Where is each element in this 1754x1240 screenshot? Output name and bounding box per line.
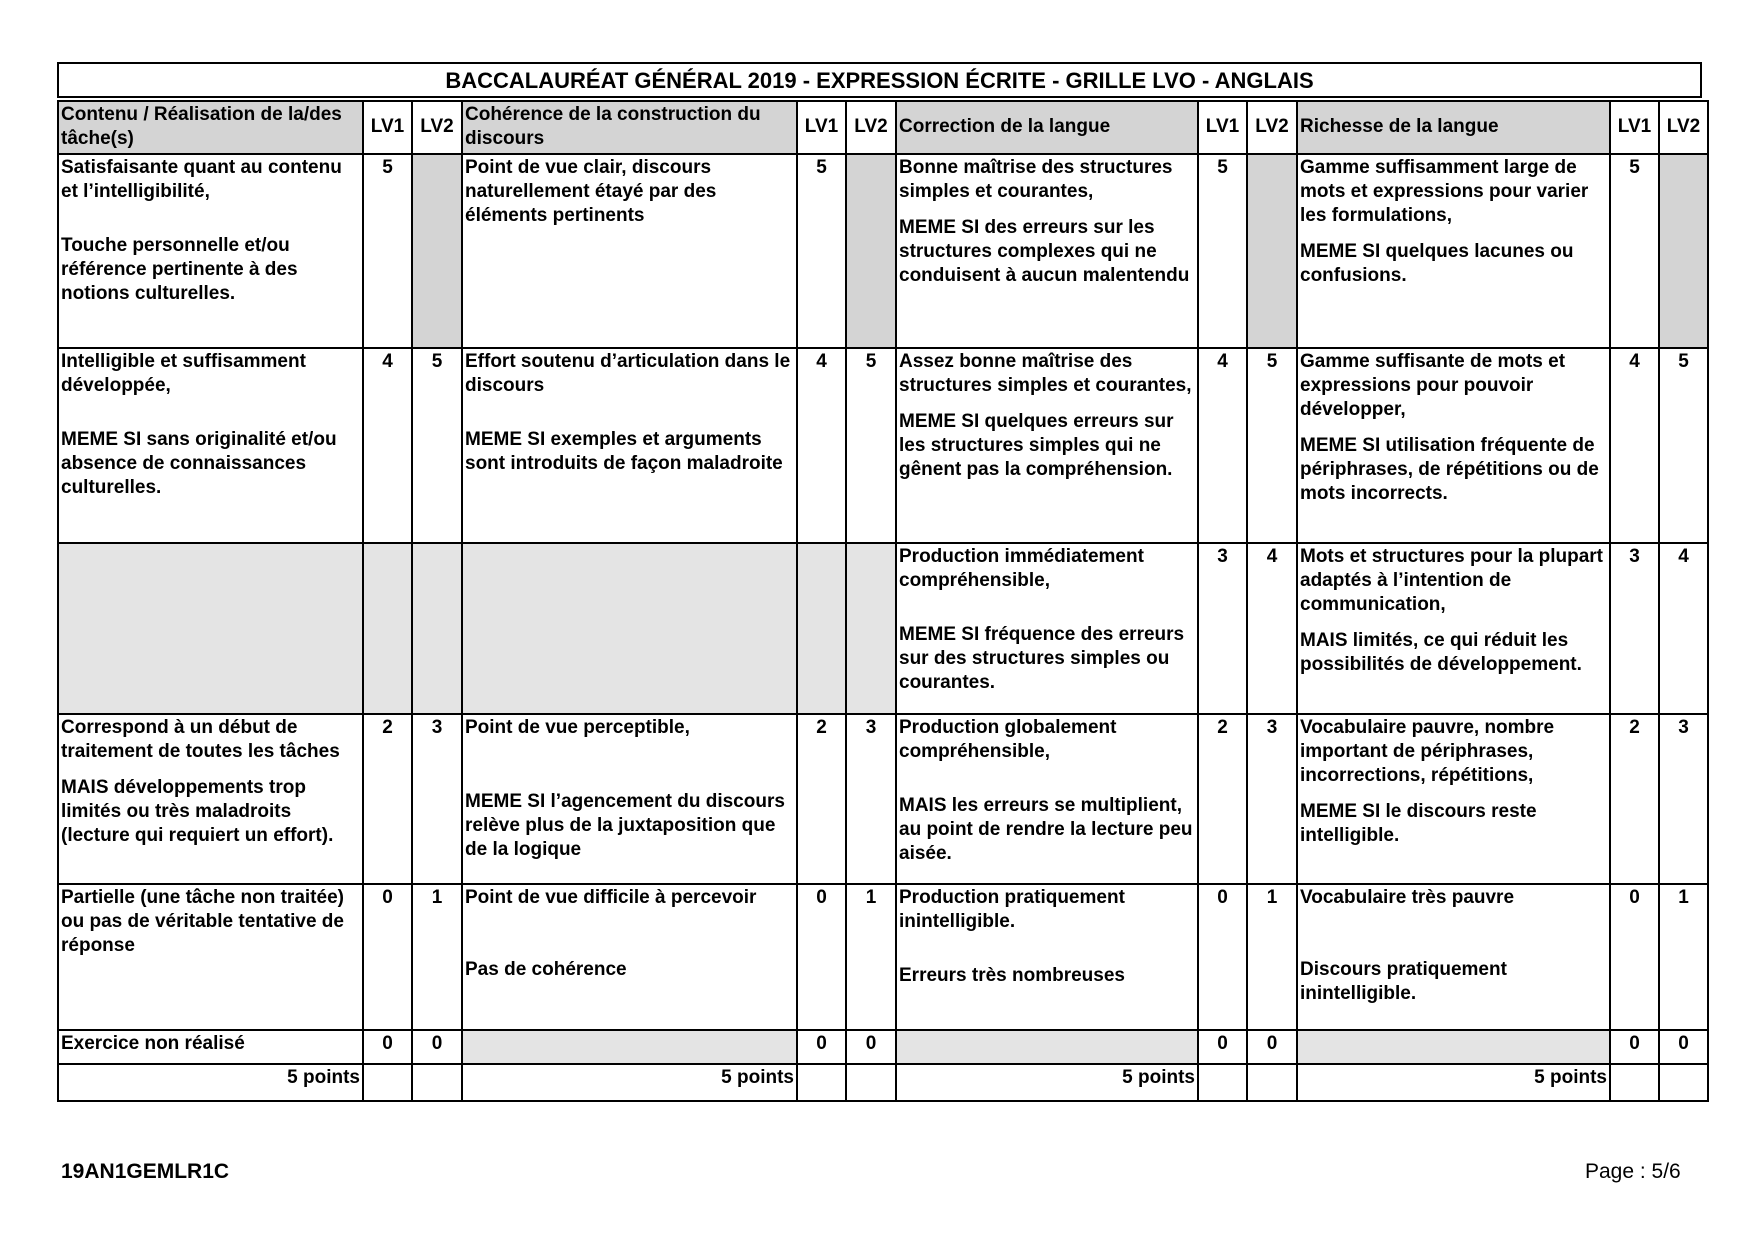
empty-cell	[846, 1064, 896, 1101]
score-lv2: 3	[412, 714, 462, 884]
criterion-text: Partielle (une tâche non traitée) ou pas de véritable tentative de réponse	[61, 887, 344, 956]
criterion-text: Production pratiquement inintelligible.	[899, 887, 1125, 932]
header-lv1: LV1	[1198, 101, 1247, 154]
criterion-text: Point de vue clair, discours naturellement étayé par des éléments pertinents	[465, 157, 717, 226]
score-lv1: 0	[1610, 1030, 1659, 1064]
points-total: 5 points	[1297, 1064, 1610, 1101]
score-lv2: 3	[1247, 714, 1297, 884]
score-lv1: 4	[1610, 348, 1659, 543]
score-lv2: 1	[1659, 884, 1708, 1030]
empty-cell	[58, 543, 363, 714]
score-lv2	[1659, 154, 1708, 348]
criterion-cell	[1297, 348, 1610, 543]
criterion-text: MEME SI utilisation fréquente de périphrases, de répétitions ou de mots incorrects.	[1300, 435, 1599, 504]
document-code: 19AN1GEMLR1C	[61, 1160, 230, 1183]
header-content: Contenu / Réalisation de la/des tâche(s)	[58, 101, 363, 154]
header-correction: Correction de la langue	[896, 101, 1198, 154]
criterion-text: Effort soutenu d’articulation dans le discours	[465, 351, 791, 396]
empty-cell	[462, 1030, 797, 1064]
empty-cell	[412, 543, 462, 714]
header-lv1: LV1	[363, 101, 412, 154]
header-lv1: LV1	[1610, 101, 1659, 154]
score-lv1: 2	[797, 714, 846, 884]
criterion-cell	[1297, 543, 1610, 714]
criterion-cell	[462, 348, 797, 543]
criterion-text: MEME SI exemples et arguments sont introduits de façon maladroite	[465, 429, 783, 474]
criterion-text: Touche personnelle et/ou référence pertinente à des notions culturelles.	[61, 235, 298, 304]
criterion-text: Erreurs très nombreuses	[899, 965, 1125, 986]
empty-cell	[797, 1064, 846, 1101]
score-lv2: 1	[412, 884, 462, 1030]
empty-cell	[462, 543, 797, 714]
criterion-text: Vocabulaire très pauvre	[1300, 887, 1515, 908]
criterion-cell	[58, 348, 363, 543]
criterion-text: Assez bonne maîtrise des structures simples et courantes,	[899, 351, 1192, 396]
criterion-text: Correspond à un début de traitement de toutes les tâches	[61, 717, 340, 762]
score-lv2: 3	[846, 714, 896, 884]
criterion-text: Gamme suffisamment large de mots et expressions pour varier les formulations,	[1300, 157, 1589, 226]
empty-cell	[363, 1064, 412, 1101]
page-number: Page : 5/6	[1585, 1160, 1681, 1183]
points-total: 5 points	[896, 1064, 1198, 1101]
score-lv1: 3	[1198, 543, 1247, 714]
criterion-text: MEME SI sans originalité et/ou absence de connaissances culturelles.	[61, 429, 337, 498]
score-lv2: 5	[1247, 348, 1297, 543]
header-lv1: LV1	[797, 101, 846, 154]
points-total: 5 points	[58, 1064, 363, 1101]
assessment-grid	[57, 100, 1709, 1102]
points-total: 5 points	[462, 1064, 797, 1101]
score-lv1: 2	[1198, 714, 1247, 884]
score-lv2	[412, 154, 462, 348]
score-lv1: 2	[363, 714, 412, 884]
header-lv2: LV2	[846, 101, 896, 154]
criterion-text: Pas de cohérence	[465, 959, 627, 980]
criterion-cell	[896, 884, 1198, 1030]
criterion-text: MEME SI des erreurs sur les structures complexes qui ne conduisent à aucun malentendu	[899, 217, 1190, 286]
criterion-text: Mots et structures pour la plupart adaptés à l’intention de communication,	[1300, 546, 1603, 615]
table-row	[58, 884, 1708, 1030]
score-lv1: 0	[363, 884, 412, 1030]
criterion-text: MAIS les erreurs se multiplient, au point de rendre la lecture peu aisée.	[899, 795, 1193, 864]
score-lv1: 2	[1610, 714, 1659, 884]
score-lv2: 0	[846, 1030, 896, 1064]
empty-cell	[363, 543, 412, 714]
criterion-text: MEME SI l’agencement du discours relève plus de la juxtaposition que de la logique	[465, 791, 785, 860]
header-lv2: LV2	[412, 101, 462, 154]
score-lv2: 5	[412, 348, 462, 543]
header-lv2: LV2	[1659, 101, 1708, 154]
criterion-cell	[1297, 714, 1610, 884]
criterion-cell	[1297, 884, 1610, 1030]
score-lv2	[846, 154, 896, 348]
page-title: BACCALAURÉAT GÉNÉRAL 2019 - EXPRESSION ÉCRITE - GRILLE LVO - ANGLAIS	[57, 62, 1702, 98]
score-lv1: 0	[1198, 1030, 1247, 1064]
score-lv1: 4	[1198, 348, 1247, 543]
score-lv2: 3	[1659, 714, 1708, 884]
criterion-text: Discours pratiquement inintelligible.	[1300, 959, 1507, 1004]
empty-cell	[896, 1030, 1198, 1064]
criterion-text: MEME SI quelques erreurs sur les structures simples qui ne gênent pas la compréhension.	[899, 411, 1174, 480]
criterion-text: MEME SI quelques lacunes ou confusions.	[1300, 241, 1574, 286]
score-lv2: 0	[1659, 1030, 1708, 1064]
criterion-cell: Exercice non réalisé	[58, 1030, 363, 1064]
score-lv1: 4	[797, 348, 846, 543]
score-lv2	[1247, 154, 1297, 348]
score-lv2: 0	[412, 1030, 462, 1064]
score-lv2: 4	[1659, 543, 1708, 714]
table-row	[58, 714, 1708, 884]
score-lv1: 5	[1610, 154, 1659, 348]
score-lv2: 1	[846, 884, 896, 1030]
empty-cell	[1297, 1030, 1610, 1064]
empty-cell	[412, 1064, 462, 1101]
criterion-text: MEME SI fréquence des erreurs sur des structures simples ou courantes.	[899, 624, 1185, 693]
criterion-text: Production immédiatement compréhensible,	[899, 546, 1144, 591]
table-row	[58, 1030, 1708, 1064]
criterion-text: Vocabulaire pauvre, nombre important de périphrases, incorrections, répétitions,	[1300, 717, 1555, 786]
header-richesse: Richesse de la langue	[1297, 101, 1610, 154]
criterion-cell	[58, 714, 363, 884]
criterion-text: Point de vue perceptible,	[465, 717, 690, 738]
empty-cell	[1610, 1064, 1659, 1101]
header-row	[58, 101, 1708, 154]
criterion-text: Gamme suffisante de mots et expressions pour pouvoir développer,	[1300, 351, 1566, 420]
score-lv1: 4	[363, 348, 412, 543]
criterion-text: MAIS développements trop limités ou très maladroits (lecture qui requiert un effort).	[61, 777, 334, 846]
criterion-text: Intelligible et suffisamment développée,	[61, 351, 306, 396]
criterion-text: Satisfaisante quant au contenu et l’intelligibilité,	[61, 157, 342, 202]
criterion-cell	[462, 714, 797, 884]
criterion-text: MEME SI le discours reste intelligible.	[1300, 801, 1537, 846]
criterion-cell	[896, 154, 1198, 348]
empty-cell	[846, 543, 896, 714]
score-lv1: 5	[797, 154, 846, 348]
criterion-text: Bonne maîtrise des structures simples et courantes,	[899, 157, 1173, 202]
criterion-text: Point de vue difficile à percevoir	[465, 887, 757, 908]
criterion-cell	[896, 543, 1198, 714]
score-lv1: 5	[363, 154, 412, 348]
score-lv1: 0	[363, 1030, 412, 1064]
criterion-cell	[462, 154, 797, 348]
header-lv2: LV2	[1247, 101, 1297, 154]
table-row	[58, 348, 1708, 543]
empty-cell	[1198, 1064, 1247, 1101]
empty-cell	[797, 543, 846, 714]
score-lv1: 0	[1610, 884, 1659, 1030]
score-lv1: 0	[797, 1030, 846, 1064]
score-lv2: 4	[1247, 543, 1297, 714]
criterion-cell	[1297, 154, 1610, 348]
score-lv1: 0	[1198, 884, 1247, 1030]
criterion-cell	[58, 154, 363, 348]
criterion-cell	[462, 884, 797, 1030]
criterion-text: MAIS limités, ce qui réduit les possibilités de développement.	[1300, 630, 1582, 675]
criterion-text: Production globalement compréhensible,	[899, 717, 1117, 762]
score-lv1: 3	[1610, 543, 1659, 714]
score-lv2: 0	[1247, 1030, 1297, 1064]
criterion-cell	[896, 714, 1198, 884]
table-row	[58, 543, 1708, 714]
empty-cell	[1247, 1064, 1297, 1101]
table-row	[58, 154, 1708, 348]
score-lv2: 1	[1247, 884, 1297, 1030]
criterion-cell	[58, 884, 363, 1030]
criterion-cell	[896, 348, 1198, 543]
score-lv1: 5	[1198, 154, 1247, 348]
score-lv1: 0	[797, 884, 846, 1030]
score-lv2: 5	[846, 348, 896, 543]
empty-cell	[1659, 1064, 1708, 1101]
header-coherence: Cohérence de la construction du discours	[462, 101, 797, 154]
score-lv2: 5	[1659, 348, 1708, 543]
points-row	[58, 1064, 1708, 1101]
